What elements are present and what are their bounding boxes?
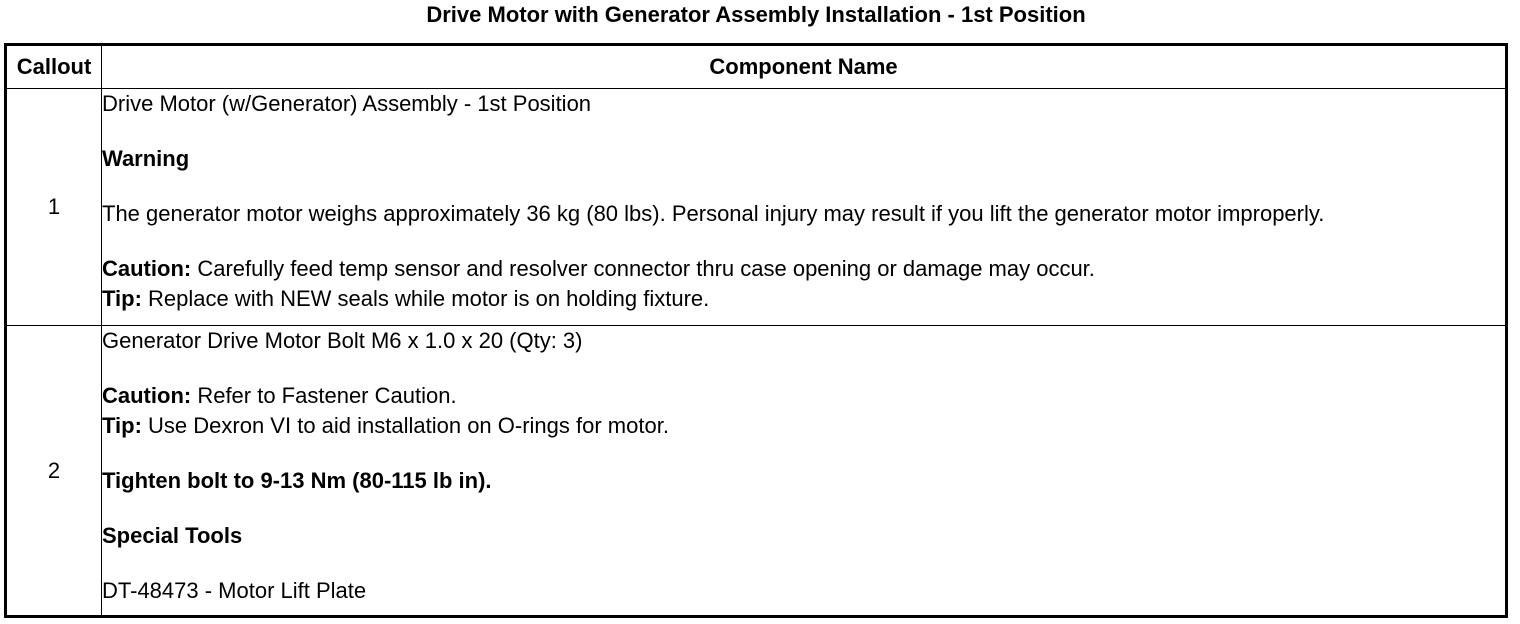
component-name: Generator Drive Motor Bolt M6 x 1.0 x 20 (Qty: 3)	[102, 328, 583, 353]
callout-column-header: Callout	[6, 45, 102, 89]
callout-number: 1	[6, 89, 102, 326]
special-tool-item: DT-48473 - Motor Lift Plate	[102, 578, 367, 603]
component-cell	[102, 326, 1507, 617]
callout-number: 2	[6, 326, 102, 617]
table-header-row	[6, 45, 1507, 89]
tip-note	[102, 411, 1505, 441]
caution-label: Caution:	[102, 256, 192, 281]
tip-label: Tip:	[102, 413, 142, 438]
tip-label: Tip:	[102, 286, 142, 311]
caution-text: Refer to Fastener Caution.	[191, 383, 457, 408]
warning-heading: Warning	[102, 146, 190, 171]
tip-text: Use Dexron VI to aid installation on O-rings for motor.	[141, 413, 669, 438]
caution-note	[102, 381, 1505, 411]
tip-text: Replace with NEW seals while motor is on holding fixture.	[141, 286, 710, 311]
tip-note	[102, 284, 1505, 314]
table-row	[6, 89, 1507, 326]
component-name: Drive Motor (w/Generator) Assembly - 1st Position	[102, 91, 592, 116]
special-tools-heading: Special Tools	[102, 523, 243, 548]
caution-text: Carefully feed temp sensor and resolver connector thru case opening or damage may occur.	[191, 256, 1095, 281]
table-row	[6, 326, 1507, 617]
component-table	[4, 43, 1508, 618]
torque-spec: Tighten bolt to 9-13 Nm (80-115 lb in).	[102, 468, 492, 493]
component-cell	[102, 89, 1507, 326]
caution-label: Caution:	[102, 383, 192, 408]
caution-note	[102, 254, 1505, 284]
component-name-column-header: Component Name	[102, 45, 1507, 89]
warning-text: The generator motor weighs approximately 36 kg (80 lbs). Personal injury may result if you lift the generator motor improperly.	[102, 201, 1325, 226]
page-title: Drive Motor with Generator Assembly Installation - 1st Position	[426, 2, 1086, 27]
